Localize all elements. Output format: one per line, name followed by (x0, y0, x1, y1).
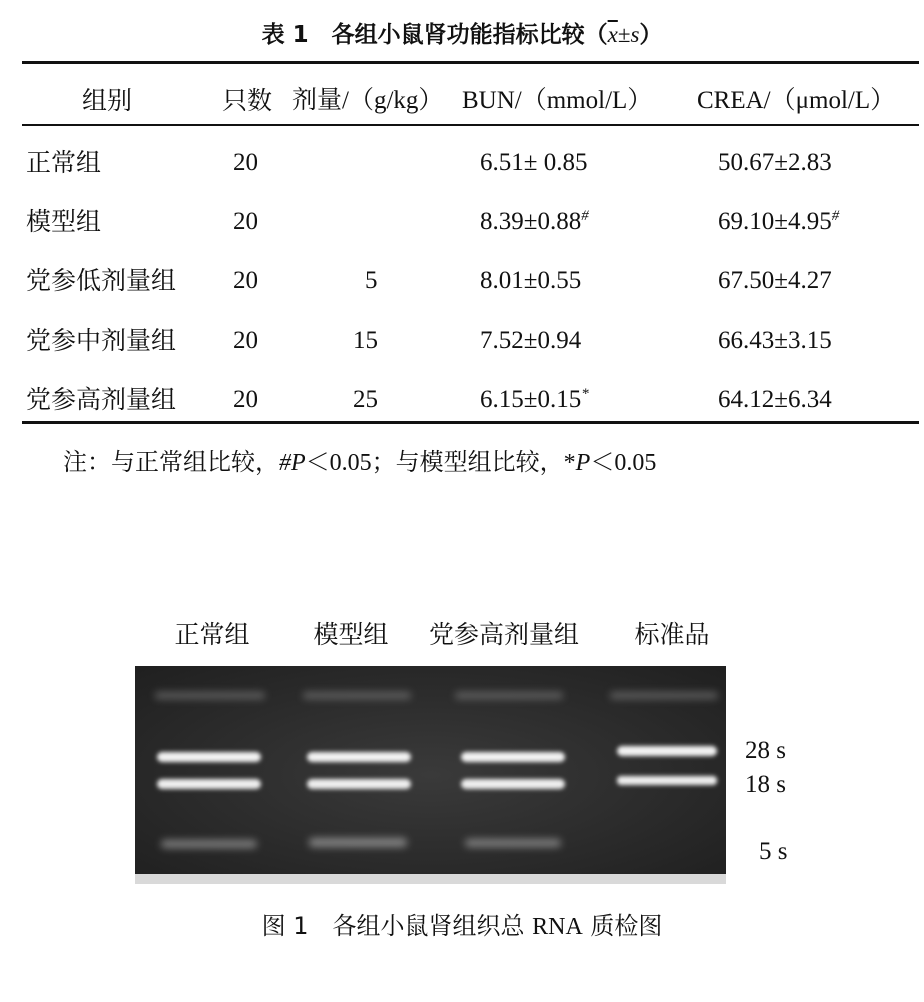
row-2-crea-value: 69.10±4.95 (718, 208, 832, 235)
band-28s-lane-4 (617, 746, 717, 756)
band-18s-lane-4 (617, 776, 717, 785)
note-p2: P (575, 450, 591, 476)
row-4-group: 党参中剂量组 (26, 326, 177, 355)
band-5s-lane-2 (309, 838, 407, 847)
lane-label-model: 模型组 (313, 620, 389, 649)
band-18s-lane-1 (157, 779, 261, 789)
note-star: * (563, 450, 576, 476)
gel-bands (135, 666, 726, 884)
marker-18s: 18 s (745, 771, 786, 798)
lane-label-standard: 标准品 (634, 620, 710, 649)
note-p1: P (291, 450, 306, 476)
row-1-bun (480, 148, 587, 178)
row-2-bun-mark: # (581, 208, 589, 224)
lane-label-normal: 正常组 (174, 620, 250, 649)
caption-close: ） (639, 22, 663, 48)
row-5-dose: 25 (353, 386, 378, 413)
caption-pm: ± (617, 22, 631, 47)
lane-label-high-dose: 党参高剂量组 (428, 620, 580, 649)
row-3-crea-value: 67.50±4.27 (718, 267, 832, 294)
figure-caption-rest: 质检图 (582, 912, 663, 940)
note-mid: ；与模型组比较， (371, 448, 564, 476)
rna-gel-image (135, 666, 726, 884)
row-3-bun (480, 266, 581, 296)
row-4-bun (480, 326, 581, 356)
gel-bottom-edge (135, 874, 726, 884)
well-haze-3 (455, 692, 563, 699)
caption-xbar: $\overline{x}$ (607, 22, 618, 47)
figure-caption-rna: RNA (532, 914, 583, 940)
table-note (63, 442, 656, 477)
well-haze-4 (610, 692, 718, 699)
note-v1: 0.05 (329, 450, 372, 476)
note-lt2: ＜ (590, 448, 615, 476)
row-5-count: 20 (233, 386, 258, 413)
header-group: 组别 (82, 86, 133, 115)
table-header-rule (22, 124, 919, 126)
marker-5s: 5 s (759, 838, 788, 865)
row-4-count: 20 (233, 327, 258, 354)
row-4-crea (718, 326, 832, 356)
note-prefix: 注：与正常组比较， (63, 448, 279, 476)
row-3-dose: 5 (365, 267, 378, 294)
header-dose: 剂量/（g/kg） (292, 87, 444, 114)
figure-caption-label: 图 1 各组小鼠肾组织总 (261, 912, 533, 940)
caption-s: s (630, 22, 640, 47)
table-caption: 表 1 各组小鼠肾功能指标比较（ (261, 22, 608, 48)
table-top-rule (22, 61, 919, 64)
header-bun: BUN/（mmol/L） (462, 87, 653, 114)
row-5-bun-mark: * (581, 386, 589, 402)
row-4-dose: 15 (353, 327, 378, 354)
note-lt1: ＜ (305, 448, 330, 476)
row-2-bun (480, 207, 589, 237)
row-2-count: 20 (233, 208, 258, 235)
band-18s-lane-2 (307, 779, 411, 789)
row-1-group: 正常组 (26, 148, 102, 177)
marker-28s: 28 s (745, 737, 786, 764)
row-5-group: 党参高剂量组 (26, 385, 177, 414)
well-haze-2 (303, 692, 411, 699)
row-2-crea-mark: # (831, 208, 840, 224)
note-v2: 0.05 (614, 450, 657, 476)
row-3-crea (718, 266, 832, 296)
row-1-count: 20 (233, 149, 258, 176)
row-5-bun-value: 6.15±0.15 (480, 386, 582, 413)
note-hash: # (279, 450, 291, 476)
band-5s-lane-3 (465, 839, 561, 847)
row-3-count: 20 (233, 267, 258, 294)
table-bottom-rule (22, 421, 919, 424)
band-5s-lane-1 (161, 840, 257, 848)
figure-caption (0, 906, 924, 941)
row-3-group: 党参低剂量组 (26, 266, 177, 295)
row-1-bun-value: 6.51± 0.85 (480, 149, 588, 176)
well-haze-1 (155, 692, 265, 699)
row-3-bun-value: 8.01±0.55 (480, 267, 582, 294)
band-18s-lane-3 (461, 779, 565, 789)
row-1-crea (718, 148, 832, 178)
row-5-crea (718, 385, 832, 415)
header-count: 只数 (222, 86, 273, 115)
row-2-group: 模型组 (26, 207, 102, 236)
row-1-crea-value: 50.67±2.83 (718, 149, 832, 176)
row-5-crea-value: 64.12±6.34 (718, 386, 832, 413)
row-2-crea (718, 207, 839, 237)
band-28s-lane-2 (307, 752, 411, 762)
row-4-bun-value: 7.52±0.94 (480, 327, 582, 354)
row-4-crea-value: 66.43±3.15 (718, 327, 832, 354)
table-title (0, 16, 924, 49)
header-crea: CREA/（μmol/L） (697, 87, 896, 114)
band-28s-lane-1 (157, 752, 261, 762)
band-28s-lane-3 (461, 752, 565, 762)
row-5-bun (480, 385, 589, 415)
row-2-bun-value: 8.39±0.88 (480, 208, 582, 235)
